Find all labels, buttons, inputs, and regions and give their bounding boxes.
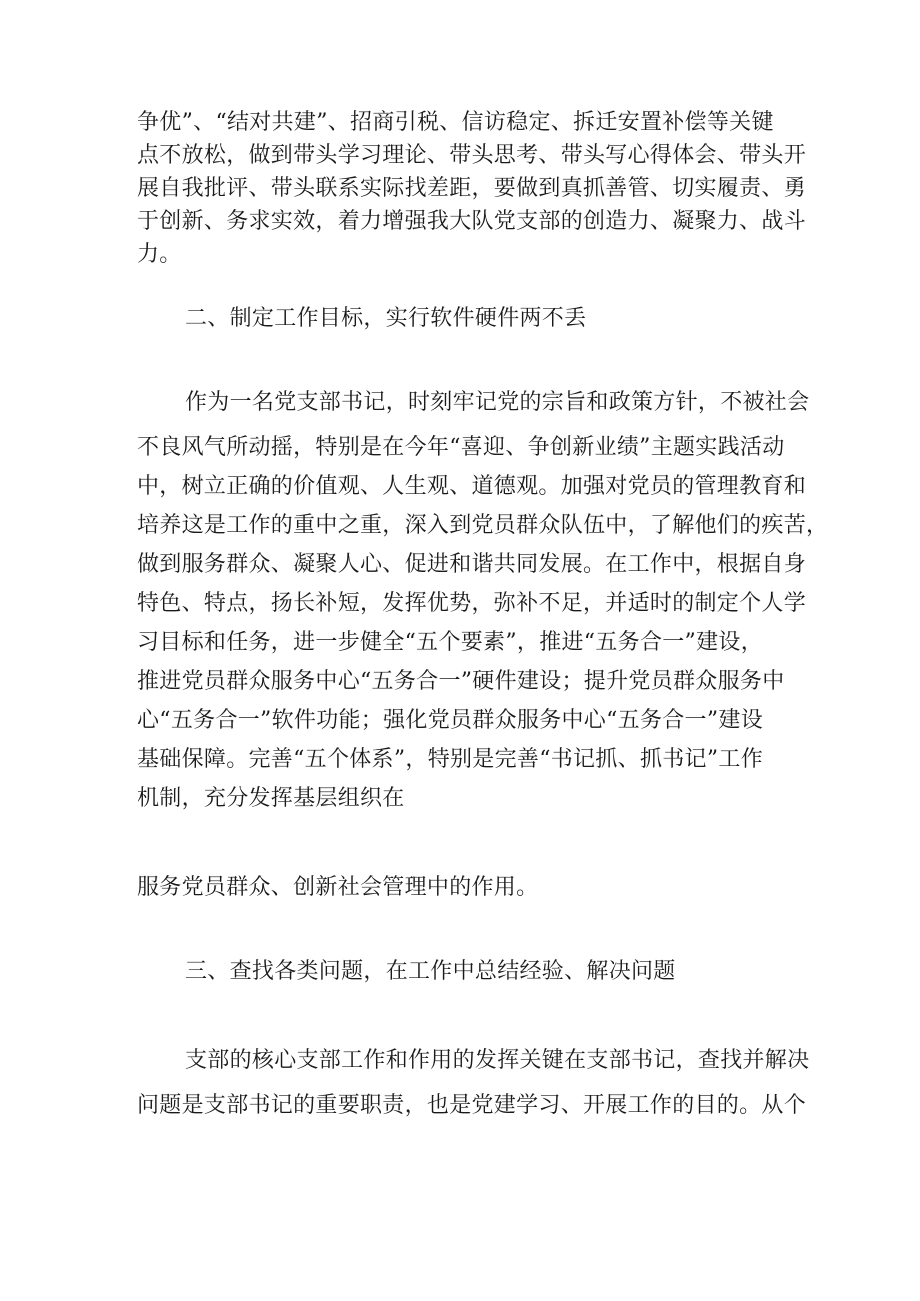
paragraph-line: 力。 [137, 242, 182, 267]
section-heading: 三、查找各类问题，在工作中总结经验、解决问题 [185, 959, 676, 984]
paragraph-line: 培养这是工作的重中之重，深入到党员群众队伍中，了解他们的疾苦， [137, 513, 829, 538]
paragraph-line: 基础保障。完善“五个体系”，特别是完善“书记抓、抓书记”工作 [137, 747, 763, 772]
paragraph-line: 支部的核心支部工作和作用的发挥关键在支部书记，查找并解决 [185, 1048, 810, 1073]
paragraph-line: 问题是支部书记的重要职责，也是党建学习、开展工作的目的。从个 [137, 1093, 807, 1118]
paragraph-line: 做到服务群众、凝聚人心、促进和谐共同发展。在工作中，根据自身 [137, 552, 807, 577]
paragraph-line: 服务党员群众、创新社会管理中的作用。 [137, 875, 539, 900]
paragraph-line: 机制，充分发挥基层组织在 [137, 786, 405, 811]
section-heading: 二、制定工作目标，实行软件硬件两不丢 [185, 306, 587, 331]
paragraph-line: 于创新、务求实效，着力增强我大队党支部的创造力、凝聚力、战斗 [137, 209, 807, 234]
paragraph-line: 心“五务合一”软件功能；强化党员群众服务中心“五务合一”建设 [137, 708, 763, 733]
paragraph-line: 不良风气所动摇，特别是在今年“喜迎、争创新业绩”主题实践活动 [137, 435, 785, 460]
paragraph-line: 特色、特点，扬长补短，发挥优势，弥补不足，并适时的制定个人学 [137, 591, 807, 616]
paragraph-line: 推进党员群众服务中心“五务合一”硬件建设；提升党员群众服务中 [137, 669, 785, 694]
paragraph-line: 习目标和任务，进一步健全“五个要素”，推进“五务合一”建设， [137, 630, 763, 655]
paragraph-line: 争优”、“结对共建”、招商引税、信访稳定、拆迁安置补偿等关键 [137, 110, 774, 135]
paragraph-line: 中，树立正确的价值观、人生观、道德观。加强对党员的管理教育和 [137, 474, 807, 499]
paragraph-line: 展自我批评、带头联系实际找差距，要做到真抓善管、切实履责、勇 [137, 176, 807, 201]
paragraph-line: 作为一名党支部书记，时刻牢记党的宗旨和政策方针，不被社会 [185, 390, 810, 415]
paragraph-line: 点不放松，做到带头学习理论、带头思考、带头写心得体会、带头开 [137, 143, 807, 168]
